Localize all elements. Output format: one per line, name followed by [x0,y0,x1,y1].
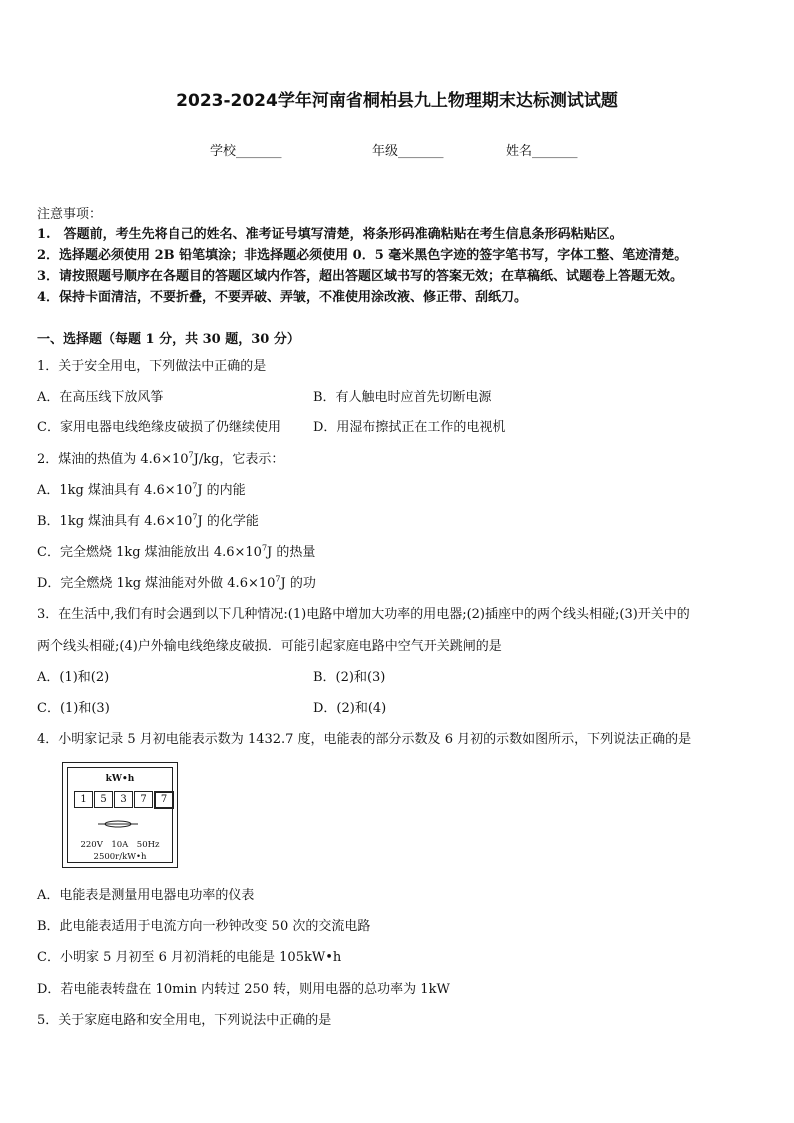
q3-option-a: A．(1)和(2) [37,670,110,685]
meter-digit: 1 [74,791,93,808]
meter-rate: 2500r/kW•h [93,852,147,862]
q3-option-b: B．(2)和(3) [313,670,386,685]
q2-option-b: B．1kg 煤油具有 $4.6\times 10^7J$ 的化学能 [37,512,259,529]
q3-option-d: D．(2)和(4) [313,701,387,716]
question-5-stem: 5．关于家庭电路和安全用电，下列说法中正确的是 [37,1013,332,1028]
meter-digit-decimal: 7 [154,791,174,809]
q1-option-c: C．家用电器电线绝缘皮破损了仍继续使用 [37,420,281,435]
question-4-stem: 4．小明家记录 5 月初电能表示数为 1432.7 度，电能表的部分示数及 6 月初的示数如图所示，下列说法正确的是 [37,732,692,747]
notice-title: 注意事项： [37,207,103,222]
name-field[interactable]: 姓名_______ [506,144,578,159]
q2-option-a: A．1kg 煤油具有 $4.6\times 10^7J$ 的内能 [37,481,246,498]
q4-option-b: B．此电能表适用于电流方向一秒钟改变 50 次的交流电路 [37,919,371,934]
meter-digit: 5 [94,791,113,808]
q4-option-a: A．电能表是测量用电器电功率的仪表 [37,888,255,903]
q4-option-c: C．小明家 5 月初至 6 月初消耗的电能是 105kW•h [37,950,342,965]
electric-meter-figure [62,762,178,868]
q2-option-d: D．完全燃烧 1kg 煤油能对外做 $4.6\times 10^7J$ 的功 [37,574,316,591]
meter-spec: 220V 10A 50Hz [80,840,160,850]
section-heading: 一、选择题（每题 1 分，共 30 题，30 分） [37,332,300,347]
q3-option-c: C．(1)和(3) [37,701,110,716]
question-1-stem: 1．关于安全用电，下列做法中正确的是 [37,359,267,374]
meter-digit: 3 [114,791,133,808]
meter-digits [74,791,175,809]
exam-title: 2023-2024学年河南省桐柏县九上物理期末达标测试试题 [176,91,618,111]
meter-unit: kW•h [105,774,135,784]
notice-item: 4．保持卡面清洁，不要折叠，不要弄破、弄皱，不准使用涂改液、修正带、刮纸刀。 [37,290,528,305]
question-3-stem-line2: 两个线头相碰;(4)户外输电线绝缘皮破损．可能引起家庭电路中空气开关跳闸的是 [37,639,502,654]
q1-option-b: B．有人触电时应首先切断电源 [313,390,492,405]
grade-field[interactable]: 年级_______ [372,144,444,159]
notice-item: 1. 答题前，考生先将自己的姓名、准考证号填写清楚，将条形码准确粘贴在考生信息条形码粘贴区。 [37,227,623,242]
notice-item: 2．选择题必须使用 2B 铅笔填涂；非选择题必须使用 0．5 毫米黑色字迹的签字笔书写，字体工整、笔迹清楚。 [37,248,688,263]
school-field[interactable]: 学校_______ [210,144,282,159]
meter-digit: 7 [134,791,153,808]
meter-frame [67,767,173,863]
meter-disk-icon [98,820,138,828]
q2-option-c: C．完全燃烧 1kg 煤油能放出 $4.6\times 10^7J$ 的热量 [37,543,316,560]
notice-item: 3．请按照题号顺序在各题目的答题区域内作答，超出答题区域书写的答案无效；在草稿纸、试题卷上答题无效。 [37,269,684,284]
q4-option-d: D．若电能表转盘在 10min 内转过 250 转，则用电器的总功率为 1kW [37,982,450,997]
q1-option-d: D．用湿布擦拭正在工作的电视机 [313,420,506,435]
question-3-stem-line1: 3．在生活中,我们有时会遇到以下几种情况:(1)电路中增加大功率的用电器;(2)插座中的两个线头相碰;(3)开关中的 [37,607,690,622]
q1-option-a: A．在高压线下放风筝 [37,390,164,405]
question-2-stem: 2．煤油的热值为 $4.6\times 10^7J/kg$，它表示： [37,450,285,467]
